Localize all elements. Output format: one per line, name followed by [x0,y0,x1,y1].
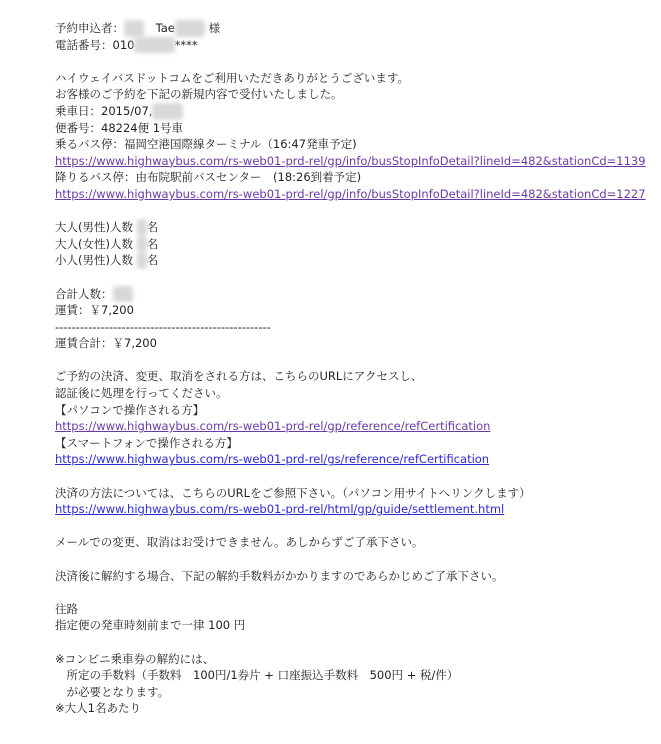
email-line [55,319,646,336]
line-text: ハイウェイバスドットコムをご利用いただきありがとうございます。 [55,70,409,85]
url-link[interactable]: https://www.highwaybus.com/rs-web01-prd-rel/gp/reference/refCertification [55,419,491,434]
line-text: が必要となります。 [55,684,170,699]
redacted-text [175,20,205,37]
line-text: 大人(女性)人数 [55,236,137,251]
line-text: 運賃：￥7,200 [55,303,134,318]
line-text: 乗るバス停：福岡空港国際線ターミナル（16:47発車予定) [55,137,357,152]
email-line [55,418,646,435]
line-text: ---------------------------------------------------- [55,319,271,334]
email-line [55,186,646,203]
blank-line [55,53,646,70]
line-text: 小人(男性)人数 [55,253,137,268]
email-line [55,601,646,618]
email-line [55,501,646,518]
email-line [55,252,646,269]
blank-line [55,468,646,485]
blank-line [55,634,646,651]
line-text: 合計人数： [55,286,113,301]
email-line [55,120,646,137]
email-line [55,402,646,419]
email-line [55,153,646,170]
blank-line [55,584,646,601]
redacted-text [124,20,144,37]
line-text: 名 [146,220,159,235]
email-line [55,700,646,717]
url-link[interactable]: https://www.highwaybus.com/rs-web01-prd-rel/gp/info/busStopInfoDetail?lineId=482&stationCd=1227 [55,186,646,201]
email-line [55,335,646,352]
line-text: 名 [146,253,159,268]
line-text: **** [174,37,198,52]
email-line [55,302,646,319]
email-line [55,368,646,385]
line-text: 決済の方法については、こちらのURLをご参照下さい。（パソコン用サイトへリンクします） [55,485,531,500]
email-line [55,169,646,186]
email-body [55,20,646,717]
line-text: 電話番号：010 [55,37,135,52]
line-text: 便番号：48224便 1号車 [55,120,184,135]
blank-line [55,352,646,369]
line-text: 往路 [55,601,78,616]
url-link[interactable]: https://www.highwaybus.com/rs-web01-prd-rel/gs/reference/refCertification [55,452,490,467]
line-text: ※コンビニ乗車券の解約には、 [55,651,215,666]
line-text: 【パソコンで操作される方】 [55,402,205,417]
email-line [55,617,646,634]
line-text: 様 [204,21,221,35]
email-line [55,86,646,103]
redacted-text [137,219,147,236]
email-line [55,37,646,54]
line-text: 指定便の発車時刻前まで一律 100 円 [55,618,246,633]
line-text: 所定の手数料（手数料 100円/1券片 + 口座振込手数料 500円 + 税/件） [55,668,459,683]
email-line [55,385,646,402]
email-line [55,651,646,668]
url-link[interactable]: https://www.highwaybus.com/rs-web01-prd-rel/html/gp/guide/settlement.html [55,502,505,517]
line-text: 名 [146,236,159,251]
line-text: 乗車日：2015/07, [55,103,153,118]
line-text: ご予約の決済、変更、取消をされる方は、こちらのURLにアクセスし、 [55,369,423,384]
line-text: 大人(男性)人数 [55,220,137,235]
email-line [55,70,646,87]
line-text: 決済後に解約する場合、下記の解約手数料がかかりますのであらかじめご了承下さい。 [55,568,504,583]
url-link[interactable]: https://www.highwaybus.com/rs-web01-prd-rel/gp/info/busStopInfoDetail?lineId=482&stationCd=1139 [55,153,646,168]
email-line [55,435,646,452]
line-text: 【スマートフォンで操作される方】 [55,435,238,450]
email-line [55,236,646,253]
redacted-text [137,252,147,269]
blank-line [55,518,646,535]
blank-line [55,269,646,286]
email-line [55,684,646,701]
blank-line [55,203,646,220]
line-text: Tae [144,21,175,35]
email-line [55,20,646,37]
email-line [55,103,646,120]
line-text: ※大人1名あたり [55,701,141,716]
email-line [55,534,646,551]
line-text: 認証後に処理を行ってください。 [55,386,228,401]
email-line [55,286,646,303]
redacted-text [134,37,174,54]
email-line [55,136,646,153]
line-text: 予約申込者： [55,21,124,35]
blank-line [55,551,646,568]
email-line [55,568,646,585]
line-text: メールでの変更、取消はお受けできません。あしからずご了承下さい。 [55,535,424,550]
line-text: お客様のご予約を下記の新規内容で受付いたしました。 [55,87,343,102]
email-line [55,451,646,468]
redacted-text [152,103,182,120]
line-text: 降りるバス停：由布院駅前バスセンター (18:26到着予定) [55,170,362,185]
redacted-text [113,286,133,303]
email-line [55,219,646,236]
email-line [55,667,646,684]
line-text: 運賃合計：￥7,200 [55,336,157,351]
redacted-text [137,236,147,253]
email-line [55,485,646,502]
